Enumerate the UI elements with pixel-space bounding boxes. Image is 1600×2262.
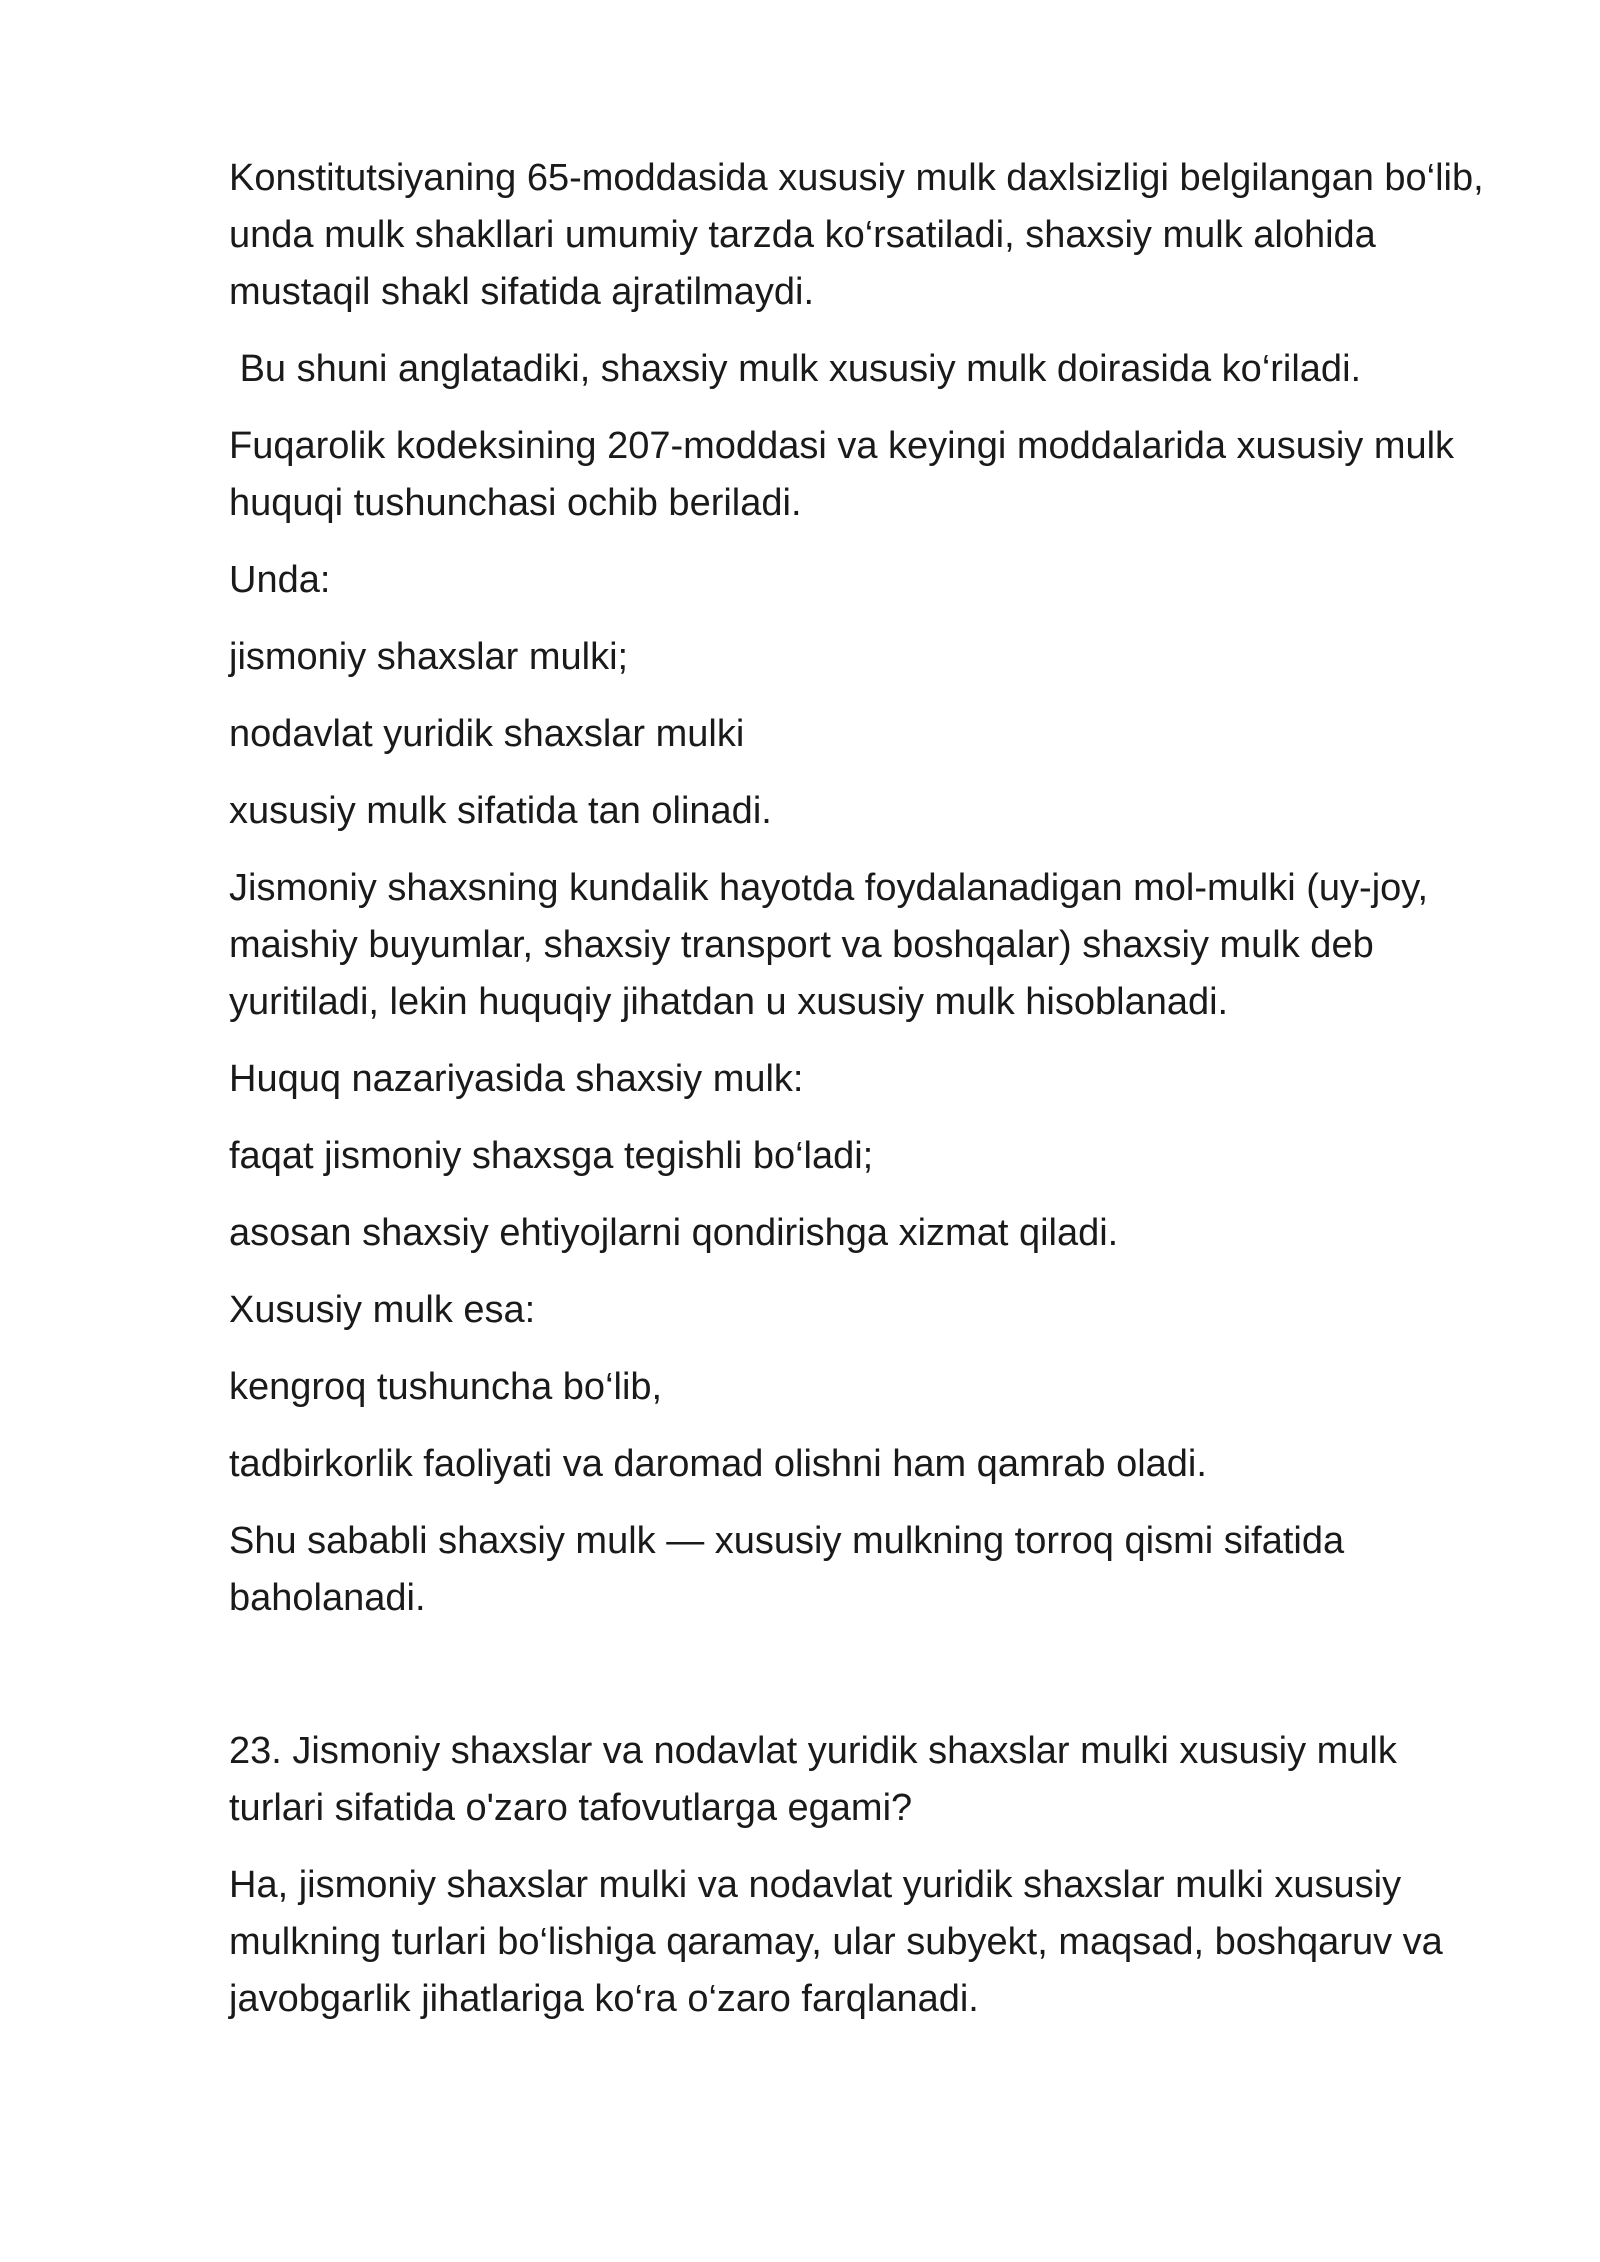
list-item: nodavlat yuridik shaxslar mulki: [229, 713, 745, 755]
document-body: [229, 150, 1495, 2048]
list-item: faqat jismoniy shaxsga tegishli bo‘ladi;: [229, 1135, 874, 1177]
paragraph: Unda:: [229, 559, 331, 601]
paragraph: Fuqarolik kodeksining 207-moddasi va keyingi moddalarida xususiy mulk huquqi tushunchasi ochib beriladi.: [229, 425, 1465, 524]
paragraph: Konstitutsiyaning 65-moddasida xususiy mulk daxlsizligi belgilangan bo‘lib, unda mulk shakllari umumiy tarzda ko‘rsatiladi, shaxsiy mulk alohida mustaqil shakl sifatida ajratilmaydi.: [229, 157, 1495, 313]
paragraph: Shu sababli shaxsiy mulk — xususiy mulkning torroq qismi sifatida baholanadi.: [229, 1520, 1355, 1619]
list-item: asosan shaxsiy ehtiyojlarni qondirishga xizmat qiladi.: [229, 1212, 1119, 1254]
paragraph: Bu shuni anglatadiki, shaxsiy mulk xususiy mulk doirasida ko‘riladi.: [229, 348, 1362, 390]
paragraph: xususiy mulk sifatida tan olinadi.: [229, 790, 772, 832]
answer-paragraph: Ha, jismoniy shaxslar mulki va nodavlat yuridik shaxslar mulki xususiy mulkning turlari bo‘lishiga qaramay, ular subyekt, maqsad, boshqaruv va javobgarlik jihatlariga ko‘ra o‘zaro farqlanadi.: [229, 1864, 1454, 2020]
question-heading: 23. Jismoniy shaxslar va nodavlat yuridik shaxslar mulki xususiy mulk turlari sifatida o'zaro tafovutlarga egami?: [229, 1730, 1408, 1829]
list-item: kengroq tushuncha bo‘lib,: [229, 1366, 663, 1408]
paragraph: Huquq nazariyasida shaxsiy mulk:: [229, 1058, 804, 1100]
list-item: jismoniy shaxslar mulki;: [229, 636, 629, 678]
paragraph: Jismoniy shaxsning kundalik hayotda foydalanadigan mol-mulki (uy-joy, maishiy buyumlar, shaxsiy transport va boshqalar) shaxsiy mulk deb yuritiladi, lekin huquqiy jihatdan u xususiy mulk hisoblanadi.: [229, 867, 1439, 1023]
paragraph: Xususiy mulk esa:: [229, 1289, 536, 1331]
list-item: tadbirkorlik faoliyati va daromad olishni ham qamrab oladi.: [229, 1443, 1207, 1485]
